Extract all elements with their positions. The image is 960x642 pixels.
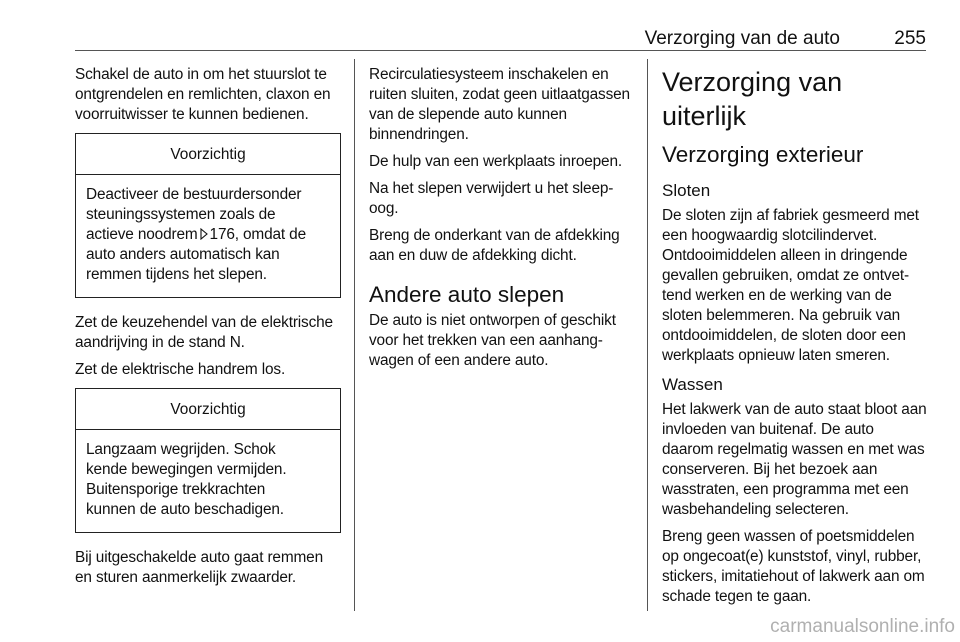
- header-title: Verzorging van de auto: [644, 28, 840, 49]
- caution-title: Voorzichtig: [76, 389, 340, 430]
- paragraph: De sloten zijn af fabriek gesmeerd met een hoogwaardig slotcilindervet. Ontdooimiddelen alleen in dringende gevallen gebruiken, omdat ze ontvettend werken en de werking van de sloten belemmeren. Na gebruik van ontdooimiddelen, de sloten door een werkplaats opnieuw laten smeren.: [662, 207, 919, 364]
- column-divider-right: [647, 59, 648, 611]
- caution-line: [86, 225, 330, 245]
- section-heading: Verzorging exterieur: [662, 142, 864, 167]
- paragraph: Zet de keuzehendel van de elektrische aandrijving in de stand N.: [75, 314, 333, 351]
- paragraph: Breng geen wassen of poetsmiddelen op ongecoat(e) kunststof, vinyl, rubber, stickers, imitatiehout of lakwerk aan om schade tegen te gaan.: [662, 528, 925, 605]
- caution-title: Voorzichtig: [76, 134, 340, 175]
- subsection-heading: Wassen: [662, 375, 723, 394]
- page-header: [75, 28, 926, 50]
- watermark: carmanualsonline.info: [770, 616, 955, 637]
- caution-line: Deactiveer de bestuurdersonder: [86, 186, 302, 203]
- page-number: 255: [894, 28, 926, 49]
- caution-body: [76, 175, 340, 297]
- section-heading: Andere auto slepen: [369, 282, 565, 307]
- paragraph: De auto is niet ontworpen of geschikt voor het trekken van een aanhangwagen of een andere auto.: [369, 312, 616, 369]
- paragraph: De hulp van een werkplaats inroepen.: [369, 153, 622, 170]
- caution-line: remmen tijdens het slepen.: [86, 266, 267, 283]
- caution-body: [76, 430, 340, 532]
- caution-line: kende bewegingen vermijden.: [86, 461, 287, 478]
- caution-box: [75, 388, 341, 533]
- paragraph: Na het slepen verwijdert u het sleepoog.: [369, 180, 614, 217]
- paragraph: Breng de onderkant van de afdekking aan en duw de afdekking dicht.: [369, 227, 620, 264]
- caution-line: Langzaam wegrijden. Schok: [86, 441, 276, 458]
- page-reference-arrow-icon: [200, 228, 208, 240]
- header-rule: [75, 50, 926, 51]
- caution-line: steuningssystemen zoals de: [86, 206, 276, 223]
- caution-box: [75, 133, 341, 298]
- paragraph: Bij uitgeschakelde auto gaat remmen en sturen aanmerkelijk zwaarder.: [75, 549, 323, 586]
- chapter-heading: Verzorging van uiterlijk: [662, 67, 843, 131]
- column-divider-left: [354, 59, 355, 611]
- page-reference[interactable]: 176, omdat de: [209, 226, 306, 243]
- column-2: [369, 65, 635, 378]
- caution-line: Buitensporige trekkrachten: [86, 481, 266, 498]
- caution-line: kunnen de auto beschadigen.: [86, 501, 284, 518]
- paragraph: Het lakwerk van de auto staat bloot aan invloeden van buitenaf. De auto daarom regelmatig wassen en met was conserveren. Bij het bezoek aan wasstraten, een programma met een wasbehandeling selecteren.: [662, 401, 927, 518]
- column-1: [75, 65, 341, 595]
- paragraph: Zet de elektrische handrem los.: [75, 361, 286, 378]
- paragraph: Recirculatiesysteem inschakelen en ruiten sluiten, zodat geen uitlaatgassen van de slepende auto kunnen binnendringen.: [369, 66, 630, 143]
- caution-line-text: actieve noodrem: [86, 226, 198, 243]
- caution-line: auto anders automatisch kan: [86, 246, 280, 263]
- column-3: [662, 65, 928, 614]
- paragraph: Schakel de auto in om het stuurslot te ontgrendelen en remlichten, claxon en voorruitwisser te kunnen bedienen.: [75, 66, 331, 123]
- subsection-heading: Sloten: [662, 181, 711, 200]
